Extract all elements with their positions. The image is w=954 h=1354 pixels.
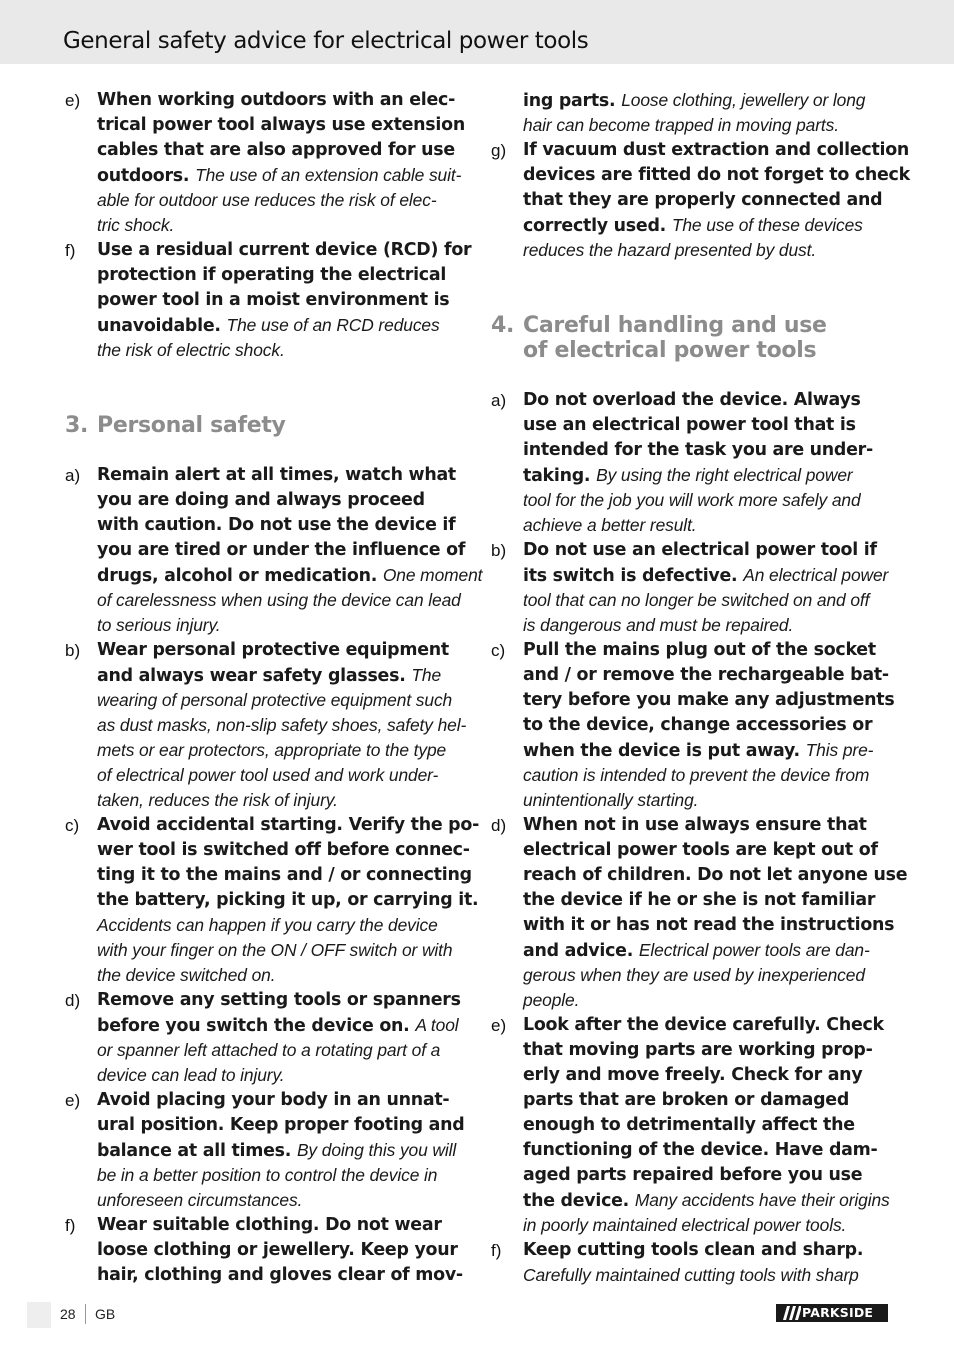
bold-text: Remain alert at all times, watch what xyxy=(97,465,456,485)
text-line xyxy=(97,538,466,563)
bold-text: Wear suitable clothing. Do not wear xyxy=(97,1215,442,1235)
bold-text: outdoors. xyxy=(97,166,196,186)
bold-text: ural position. Keep proper footing and xyxy=(97,1115,465,1135)
text-line xyxy=(97,813,480,838)
left-column xyxy=(63,88,483,1288)
section-title-line: of electrical power tools xyxy=(523,338,817,363)
text-line xyxy=(97,488,466,513)
bold-text: erly and move freely. Check for any xyxy=(523,1065,863,1085)
language-code: GB xyxy=(95,1306,116,1322)
text-line xyxy=(97,588,466,613)
bold-text: enough to detrimentally affect the xyxy=(523,1115,855,1135)
italic-text: people. xyxy=(523,990,580,1010)
text-line xyxy=(523,713,892,738)
italic-text: reduces the hazard presented by dust. xyxy=(523,240,817,260)
italic-text: tool for the job you will work more safely and xyxy=(523,490,861,510)
bold-text: and always wear safety glasses. xyxy=(97,666,412,686)
item-letter: a) xyxy=(65,466,81,485)
text-line xyxy=(97,738,466,763)
bold-text: power tool in a moist environment is xyxy=(97,290,450,310)
italic-text: unforeseen circumstances. xyxy=(97,1190,303,1210)
bold-text: you are tired or under the influence of xyxy=(97,540,466,560)
section-heading-personal-safety xyxy=(63,413,466,438)
list-item xyxy=(489,138,910,263)
bold-text: Keep cutting tools clean and sharp. xyxy=(523,1240,864,1260)
footer-page-box xyxy=(27,1302,51,1328)
bold-text: functioning of the device. Have dam- xyxy=(523,1140,878,1160)
page-number: 28 xyxy=(60,1306,76,1322)
list-item xyxy=(63,463,483,638)
italic-text: the device switched on. xyxy=(97,965,276,985)
bold-text: to the device, change accessories or xyxy=(523,715,873,735)
bold-text: the device. xyxy=(523,1191,635,1211)
text-line xyxy=(97,563,483,588)
bold-text: with caution. Do not use the device if xyxy=(97,515,456,535)
italic-text: By doing this you will xyxy=(296,1140,457,1160)
section-title-line: Personal safety xyxy=(97,413,286,438)
bold-text: Use a residual current device (RCD) for xyxy=(97,240,472,260)
section-number: 4. xyxy=(491,313,515,338)
text-line xyxy=(97,863,472,888)
text-line xyxy=(97,688,466,713)
italic-text: The xyxy=(411,665,442,685)
text-line xyxy=(97,988,466,1013)
bold-text: protection if operating the electrical xyxy=(97,265,447,285)
bold-text: Avoid accidental starting. Verify the po- xyxy=(97,815,480,835)
italic-text: device can lead to injury. xyxy=(97,1065,285,1085)
item-letter: c) xyxy=(65,816,80,835)
item-letter: e) xyxy=(491,1016,507,1035)
bold-text: ing parts. xyxy=(523,91,622,111)
personal-safety-items xyxy=(63,463,483,1288)
italic-text: the risk of electric shock. xyxy=(97,340,285,360)
text-line xyxy=(97,88,466,113)
text-line xyxy=(97,888,479,913)
list-item xyxy=(489,1238,892,1288)
italic-text: By using the right electrical power xyxy=(596,465,853,485)
bold-text: intended for the task you are under- xyxy=(523,440,873,460)
text-line xyxy=(97,663,466,688)
italic-text: achieve a better result. xyxy=(523,515,697,535)
bold-text: before you switch the device on. xyxy=(97,1016,416,1036)
bold-text: hair, clothing and gloves clear of mov- xyxy=(97,1265,463,1285)
item-letter: d) xyxy=(491,816,507,835)
text-line xyxy=(523,1213,892,1238)
italic-text: wearing of personal protective equipment such xyxy=(97,690,453,710)
text-line xyxy=(523,388,892,413)
text-line xyxy=(523,163,910,188)
text-line xyxy=(97,1113,466,1138)
item-letter: g) xyxy=(491,141,507,160)
italic-text: Loose clothing, jewellery or long xyxy=(621,90,866,110)
text-line xyxy=(523,213,892,238)
text-line xyxy=(523,738,892,763)
italic-text: A tool xyxy=(415,1015,459,1035)
text-line xyxy=(97,1013,466,1038)
bold-text: tery before you make any adjustments xyxy=(523,690,895,710)
italic-text: tool that can no longer be switched on and off xyxy=(523,590,870,610)
italic-text: Electrical power tools are dan- xyxy=(638,940,870,960)
bold-text: balance at all times. xyxy=(97,1141,297,1161)
bold-text: unavoidable. xyxy=(97,316,227,336)
text-line xyxy=(523,613,892,638)
text-line xyxy=(523,638,892,663)
text-line xyxy=(97,713,466,738)
italic-text: Carefully maintained cutting tools with sharp xyxy=(523,1265,859,1285)
text-line xyxy=(97,963,466,988)
list-item xyxy=(489,638,895,813)
bold-text: Wear personal protective equipment xyxy=(97,640,449,660)
text-line xyxy=(97,763,466,788)
bold-text: When not in use always ensure that xyxy=(523,815,867,835)
bold-text: trical power tool always use extension xyxy=(97,115,465,135)
text-line xyxy=(97,138,466,163)
bold-text: taking. xyxy=(523,466,597,486)
bold-text: wer tool is switched off before connec- xyxy=(97,840,470,860)
italic-text: as dust masks, non-slip safety shoes, safety hel- xyxy=(97,715,467,735)
text-line xyxy=(97,788,466,813)
list-item xyxy=(489,1013,892,1238)
text-line xyxy=(97,188,466,213)
italic-text: unintentionally starting. xyxy=(523,790,699,810)
list-item xyxy=(63,238,472,363)
bold-text: Look after the device carefully. Check xyxy=(523,1015,884,1035)
text-line xyxy=(97,463,466,488)
text-line xyxy=(523,438,892,463)
italic-text: to serious injury. xyxy=(97,615,221,635)
italic-text: of electrical power tool used and work under- xyxy=(97,765,439,785)
text-line xyxy=(523,588,892,613)
text-line xyxy=(97,913,466,938)
italic-text: mets or ear protectors, appropriate to the type xyxy=(97,740,447,760)
text-line xyxy=(523,488,892,513)
text-line xyxy=(523,1013,892,1038)
bold-text: parts that are broken or damaged xyxy=(523,1090,850,1110)
bold-text: when the device is put away. xyxy=(523,741,806,761)
italic-text: This pre- xyxy=(805,740,874,760)
bold-text: When working outdoors with an elec- xyxy=(97,90,456,110)
text-line xyxy=(97,163,466,188)
bold-text: Remove any setting tools or spanners xyxy=(97,990,461,1010)
item-letter: d) xyxy=(65,991,81,1010)
list-item xyxy=(489,813,908,1013)
text-line xyxy=(523,1088,892,1113)
bold-text: Do not use an electrical power tool if xyxy=(523,540,877,560)
spacer xyxy=(489,263,892,313)
item-letter: e) xyxy=(65,1091,81,1110)
italic-text: The use of an RCD reduces xyxy=(226,315,440,335)
bold-text: cables that are also approved for use xyxy=(97,140,455,160)
bold-text: drugs, alcohol or medication. xyxy=(97,566,383,586)
item-letter: f) xyxy=(65,241,76,260)
italic-text: The use of these devices xyxy=(671,215,863,235)
text-line xyxy=(523,1113,892,1138)
text-line xyxy=(97,313,466,338)
section-title-line: Careful handling and use xyxy=(523,313,827,338)
italic-text: gerous when they are used by inexperienced xyxy=(523,965,865,985)
text-line xyxy=(97,1238,466,1263)
item-letter: c) xyxy=(491,641,506,660)
bold-text: use an electrical power tool that is xyxy=(523,415,856,435)
bold-text: aged parts repaired before you use xyxy=(523,1165,863,1185)
text-line xyxy=(523,988,892,1013)
text-line xyxy=(523,463,892,488)
page-title: General safety advice for electrical power tools xyxy=(63,28,589,54)
text-line xyxy=(523,413,892,438)
list-item xyxy=(63,638,466,813)
text-line xyxy=(523,788,892,813)
bold-text: that moving parts are working prop- xyxy=(523,1040,873,1060)
bold-text: that they are properly connected and xyxy=(523,190,883,210)
bold-text: and / or remove the rechargeable bat- xyxy=(523,665,889,685)
bold-text: and advice. xyxy=(523,941,639,961)
italic-text: caution is intended to prevent the device from xyxy=(523,765,870,785)
logo-text: PARKSIDE xyxy=(802,1305,874,1320)
left-intro-items xyxy=(63,88,472,363)
bold-text: with it or has not read the instructions xyxy=(523,915,895,935)
italic-text: of carelessness when using the device can lead xyxy=(97,590,461,610)
list-item xyxy=(63,988,466,1088)
bold-text: Avoid placing your body in an unnat- xyxy=(97,1090,450,1110)
text-line xyxy=(523,88,892,113)
text-line xyxy=(97,338,466,363)
text-line xyxy=(97,1163,466,1188)
bold-text: the battery, picking it up, or carrying it. xyxy=(97,890,479,910)
list-item xyxy=(63,1213,466,1288)
text-line xyxy=(523,1138,892,1163)
italic-text: taken, reduces the risk of injury. xyxy=(97,790,338,810)
italic-text: be in a better position to control the device in xyxy=(97,1165,438,1185)
item-letter: b) xyxy=(65,641,81,660)
italic-text: The use of an extension cable suit- xyxy=(195,165,462,185)
list-item xyxy=(489,88,892,138)
bold-text: loose clothing or jewellery. Keep your xyxy=(97,1240,458,1260)
logo-slashes-icon xyxy=(779,1304,801,1322)
text-line xyxy=(97,1038,466,1063)
bold-text: ting it to the mains and / or connecting xyxy=(97,865,472,885)
text-line xyxy=(97,113,466,138)
italic-text: is dangerous and must be repaired. xyxy=(523,615,794,635)
bold-text: you are doing and always proceed xyxy=(97,490,425,510)
bold-text: If vacuum dust extraction and collection xyxy=(523,140,910,160)
text-line xyxy=(523,963,892,988)
list-item xyxy=(63,88,466,238)
italic-text: One moment xyxy=(382,565,483,585)
section-number: 3. xyxy=(65,413,89,438)
text-line xyxy=(97,838,470,863)
bold-text: the device if he or she is not familiar xyxy=(523,890,876,910)
item-letter: e) xyxy=(65,91,81,110)
text-line xyxy=(523,663,892,688)
italic-text: An electrical power xyxy=(743,565,889,585)
italic-text: with your finger on the ON / OFF switch or with xyxy=(97,940,453,960)
text-line xyxy=(523,688,895,713)
text-line xyxy=(523,1063,892,1088)
bold-text: electrical power tools are kept out of xyxy=(523,840,878,860)
bold-text: Do not overload the device. Always xyxy=(523,390,861,410)
bold-text: correctly used. xyxy=(523,216,672,236)
text-line xyxy=(97,938,466,963)
text-line xyxy=(97,1138,466,1163)
text-line xyxy=(523,813,892,838)
item-letter: f) xyxy=(491,1241,502,1260)
text-line xyxy=(97,213,466,238)
bold-text: Pull the mains plug out of the socket xyxy=(523,640,876,660)
italic-text: hair can become trapped in moving parts. xyxy=(523,115,839,135)
text-line xyxy=(523,538,892,563)
bold-text: devices are fitted do not forget to check xyxy=(523,165,910,185)
text-line xyxy=(523,913,895,938)
careful-handling-items xyxy=(489,388,908,1288)
list-item xyxy=(489,538,892,638)
right-column xyxy=(489,88,910,1288)
parkside-logo xyxy=(776,1304,888,1322)
text-line xyxy=(523,1188,892,1213)
text-line xyxy=(523,1038,892,1063)
text-line xyxy=(523,1163,892,1188)
spacer xyxy=(489,363,892,388)
text-line xyxy=(523,513,892,538)
text-line xyxy=(523,113,892,138)
list-item xyxy=(63,1088,466,1213)
text-line xyxy=(523,863,908,888)
spacer xyxy=(63,438,466,463)
italic-text: able for outdoor use reduces the risk of elec- xyxy=(97,190,437,210)
list-item xyxy=(63,813,480,988)
text-line xyxy=(97,238,472,263)
text-line xyxy=(523,888,892,913)
italic-text: in poorly maintained electrical power tools. xyxy=(523,1215,847,1235)
italic-text: Accidents can happen if you carry the device xyxy=(97,915,438,935)
item-letter: b) xyxy=(491,541,507,560)
text-line xyxy=(97,513,466,538)
text-line xyxy=(97,1188,466,1213)
text-line xyxy=(523,563,892,588)
text-line xyxy=(523,938,892,963)
item-letter: a) xyxy=(491,391,507,410)
bold-text: reach of children. Do not let anyone use xyxy=(523,865,908,885)
bold-text: its switch is defective. xyxy=(523,566,744,586)
text-line xyxy=(97,638,466,663)
text-line xyxy=(523,838,892,863)
italic-text: Many accidents have their origins xyxy=(634,1190,890,1210)
right-intro-items xyxy=(489,88,910,263)
text-line xyxy=(97,613,466,638)
header-bar xyxy=(0,0,954,64)
text-line xyxy=(97,263,466,288)
text-line xyxy=(97,1263,466,1288)
text-line xyxy=(523,188,892,213)
text-line xyxy=(523,238,892,263)
item-letter: f) xyxy=(65,1216,76,1235)
text-line xyxy=(97,1088,466,1113)
text-line xyxy=(97,1213,466,1238)
italic-text: or spanner left attached to a rotating part of a xyxy=(97,1040,441,1060)
list-item xyxy=(489,388,892,538)
footer-divider xyxy=(85,1304,86,1324)
section-heading-careful-handling xyxy=(489,313,892,363)
text-line xyxy=(523,1263,892,1288)
italic-text: tric shock. xyxy=(97,215,175,235)
spacer xyxy=(63,363,466,413)
text-line xyxy=(523,1238,892,1263)
text-line xyxy=(97,288,466,313)
text-line xyxy=(523,138,910,163)
text-line xyxy=(97,1063,466,1088)
text-line xyxy=(523,763,892,788)
